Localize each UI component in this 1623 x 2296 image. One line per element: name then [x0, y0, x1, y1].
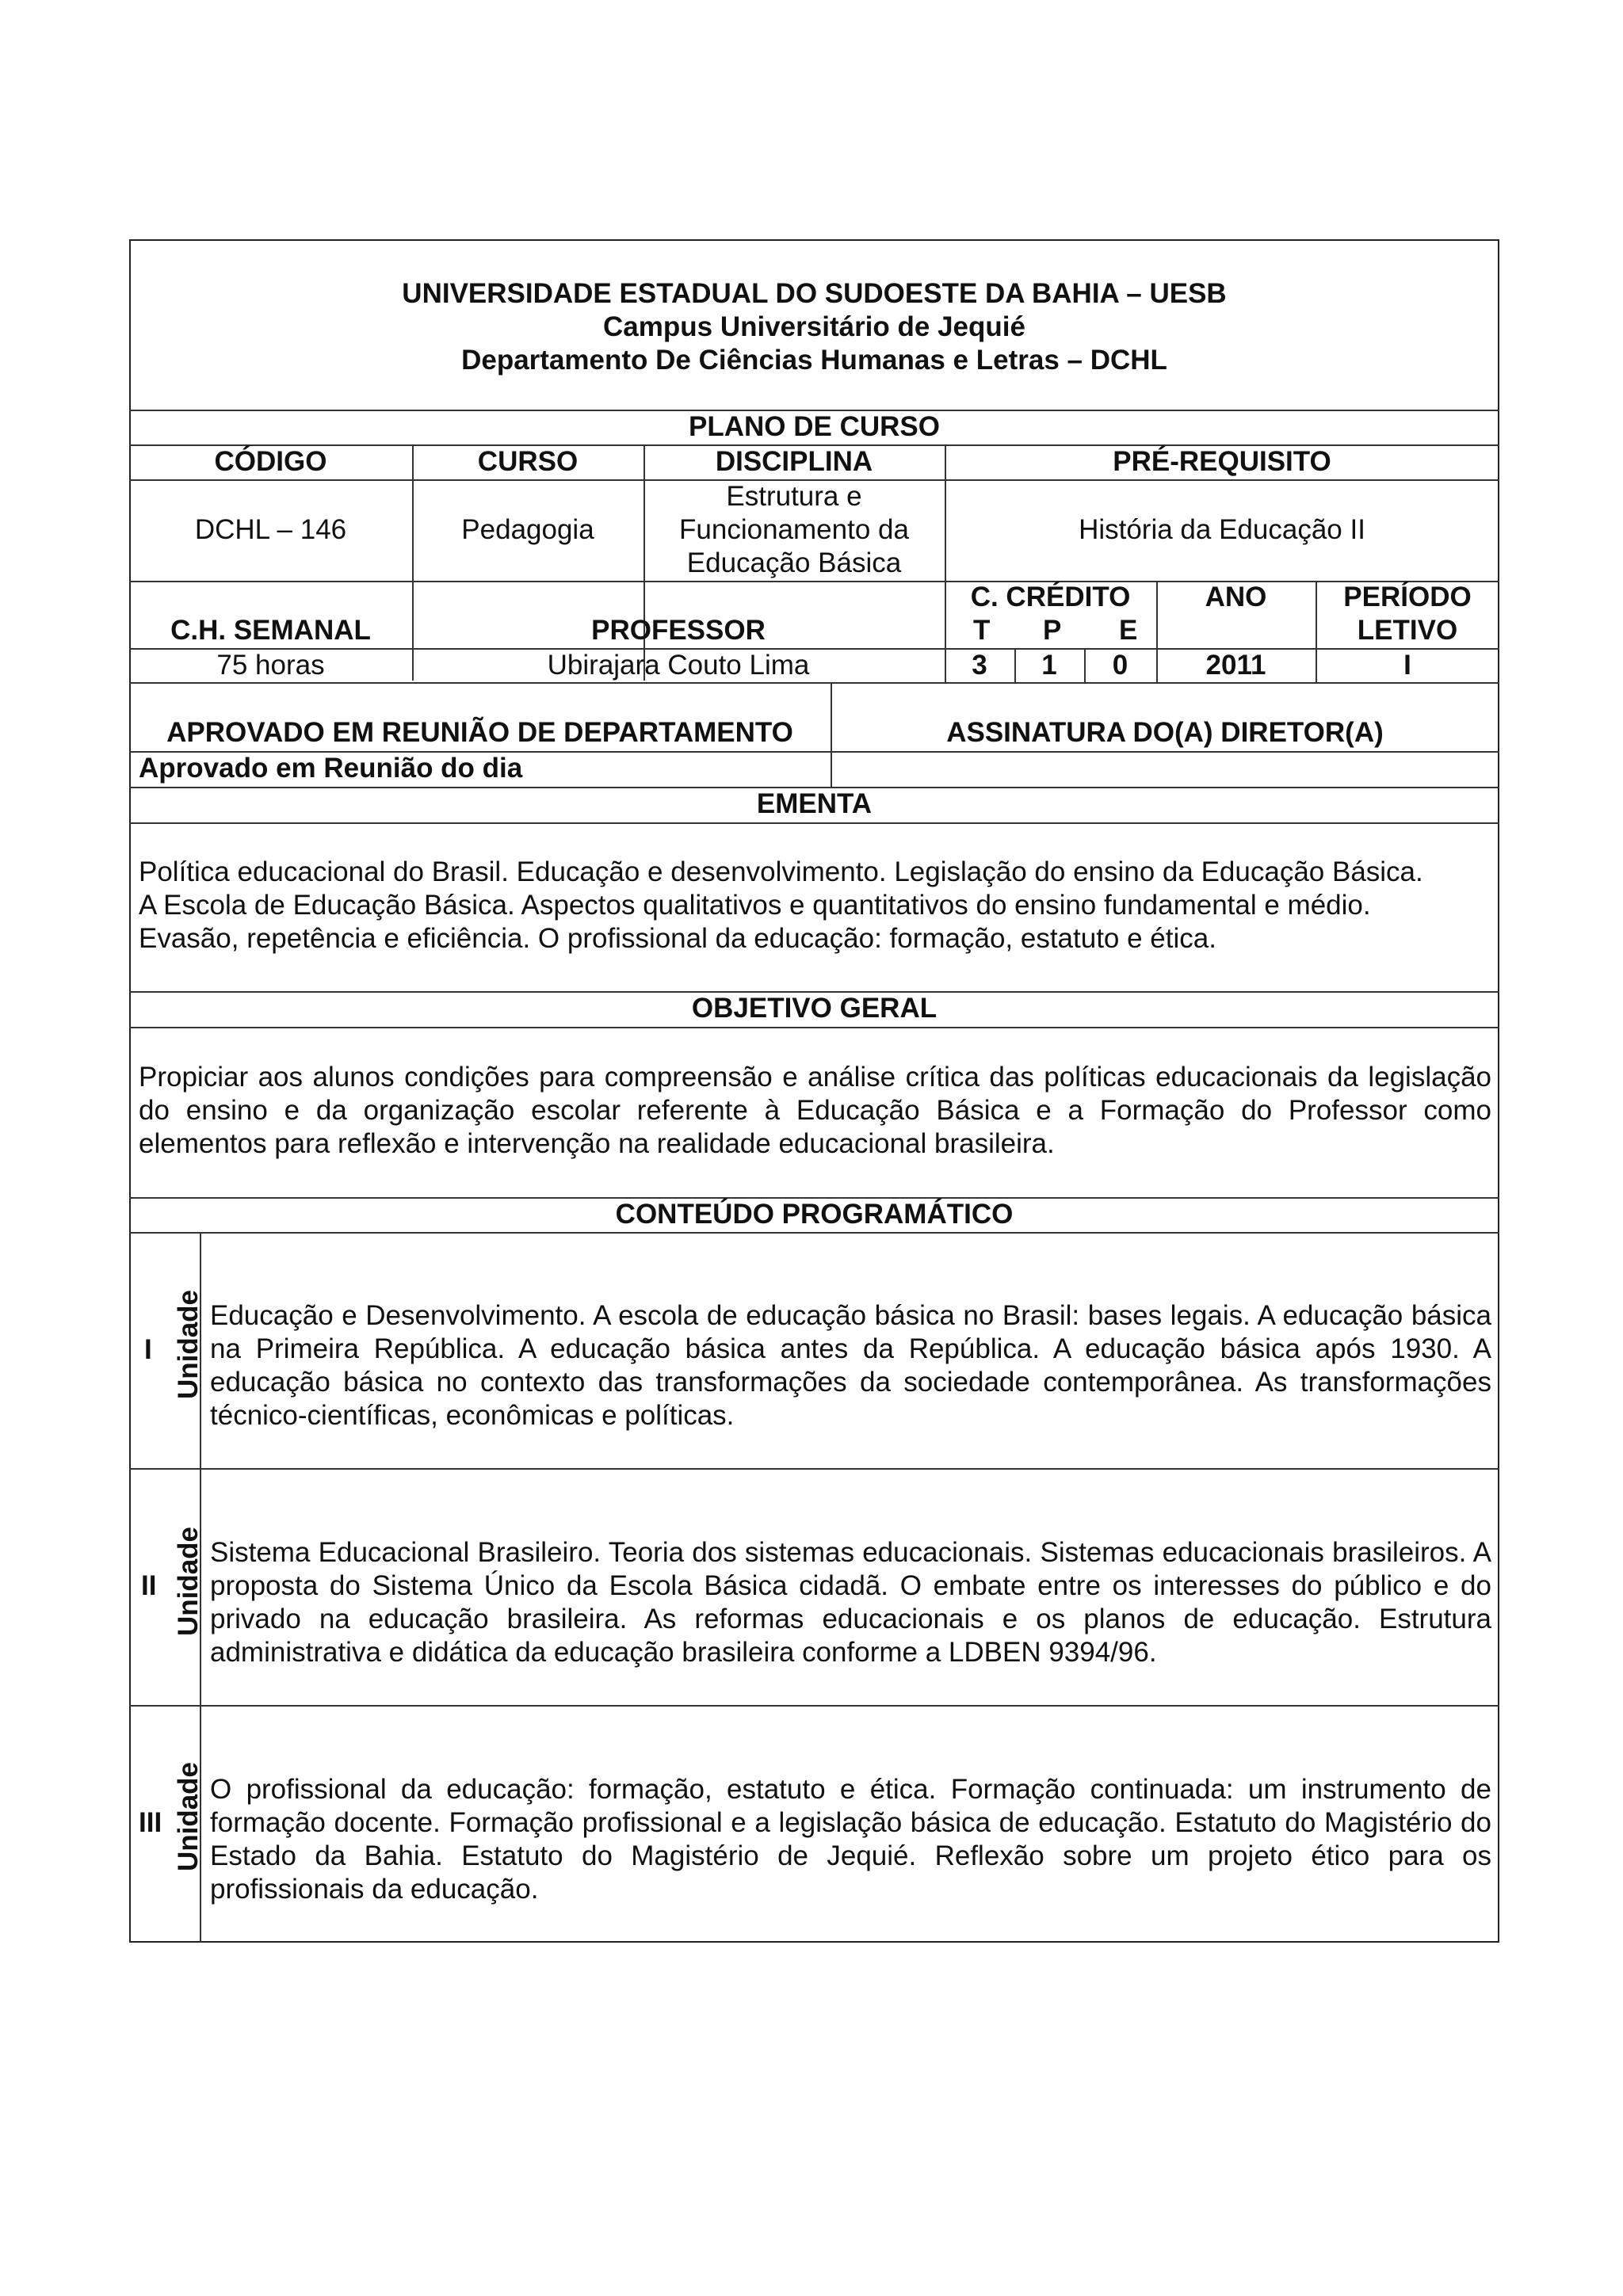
divider [129, 1468, 1499, 1470]
unit-2-numeral: II [141, 1570, 157, 1601]
ementa-title: EMENTA [756, 788, 873, 819]
objetivo-text: Propiciar aos alunos condições para compreensão e análise crítica das políticas educacionais da legislação do ensino e da organização escolar referente à Educação Básica e a Formação do Professor como elementos para reflexão e intervenção na realidade educacional brasileira. [139, 1062, 1491, 1159]
credito-t-value: 3 [972, 650, 987, 681]
credito-p-value: 1 [1041, 650, 1057, 681]
periodo-header-line-2: LETIVO [1357, 615, 1458, 646]
credito-header: C. CRÉDITO [970, 582, 1131, 612]
unit-1-label: Unidade [173, 1289, 204, 1400]
unit-1-text: Educação e Desenvolvimento. A escola de educação básica no Brasil: bases legais. A educação básica na Primeira República. A educação básica antes da República. A educação básica após 1930. A educação básica no contexto das transformações da sociedade contemporânea. As transformações técnico-científicas, econômicas e políticas. [210, 1300, 1491, 1431]
unit-2-label: Unidade [173, 1526, 204, 1637]
university-name: UNIVERSIDADE ESTADUAL DO SUDOESTE DA BAHIA – UESB [402, 278, 1227, 309]
ch-semanal-value: 75 horas [216, 650, 325, 681]
disciplina-line-2: Funcionamento da [679, 514, 909, 545]
credito-e-value: 0 [1112, 650, 1128, 681]
divider [129, 1232, 1499, 1234]
ano-header: ANO [1205, 582, 1267, 612]
ementa-line-1: Política educacional do Brasil. Educação e desenvolvimento. Legislação do ensino da Educação Básica. [139, 856, 1423, 887]
unit-1-numeral: I [144, 1334, 152, 1365]
disciplina-header: DISCIPLINA [715, 446, 873, 477]
conteudo-title: CONTEÚDO PROGRAMÁTICO [615, 1199, 1014, 1230]
curso-header: CURSO [477, 446, 579, 477]
credito-e-header: E [1119, 615, 1138, 646]
objetivo-title: OBJETIVO GERAL [691, 993, 938, 1024]
divider [129, 822, 1499, 824]
periodo-value: I [1403, 650, 1411, 681]
codigo-value: DCHL – 146 [194, 514, 347, 545]
curso-value: Pedagogia [461, 514, 594, 545]
disciplina-line-1: Estrutura e [726, 481, 862, 512]
disciplina-line-3: Educação Básica [686, 547, 902, 578]
ano-value: 2011 [1205, 650, 1266, 681]
unit-3-numeral: III [139, 1807, 162, 1838]
credito-t-header: T [973, 615, 991, 646]
prerequisito-header: PRÉ-REQUISITO [1113, 446, 1331, 477]
divider [129, 682, 1499, 684]
codigo-header: CÓDIGO [214, 446, 327, 477]
divider [129, 1027, 1499, 1028]
signature-header: ASSINATURA DO(A) DIRETOR(A) [946, 717, 1384, 748]
periodo-header-line-1: PERÍODO [1343, 582, 1472, 612]
credito-p-header: P [1043, 615, 1062, 646]
professor-header: PROFESSOR [591, 615, 766, 646]
plan-title: PLANO DE CURSO [689, 411, 940, 442]
prerequisito-value: História da Educação II [1079, 514, 1365, 545]
professor-value: Ubirajara Couto Lima [547, 650, 810, 681]
ementa-line-2: A Escola de Educação Básica. Aspectos qualitativos e quantitativos do ensino fundamental e médio. [139, 890, 1371, 921]
approved-header: APROVADO EM REUNIÃO DE DEPARTAMENTO [166, 717, 793, 748]
divider [129, 1705, 1499, 1707]
approved-label: Aprovado em Reunião do dia [139, 753, 523, 784]
department-name: Departamento De Ciências Humanas e Letras – DCHL [461, 345, 1167, 376]
unit-3-label: Unidade [173, 1761, 204, 1872]
campus-name: Campus Universitário de Jequié [603, 311, 1025, 342]
unit-3-text: O profissional da educação: formação, estatuto e ética. Formação continuada: um instrumento de formação docente. Formação profissional e a legislação básica de educação. Estatuto do Magistério do Estado da Bahia. Estatuto do Magistério de Jequié. Reflexão sobre um projeto ético para os profissionais da educação. [210, 1774, 1491, 1905]
ementa-line-3: Evasão, repetência e eficiência. O profissional da educação: formação, estatuto e ética. [139, 923, 1216, 954]
unit-2-text: Sistema Educacional Brasileiro. Teoria dos sistemas educacionais. Sistemas educacionais brasileiros. A proposta do Sistema Único da Escola Básica cidadã. O embate entre os interesses do público e do privado na educação brasileira. As reformas educacionais e os planos de educação. Estrutura administrativa e didática da educação brasileira conforme a LDBEN 9394/96. [210, 1537, 1491, 1668]
ch-semanal-header: C.H. SEMANAL [170, 615, 371, 646]
